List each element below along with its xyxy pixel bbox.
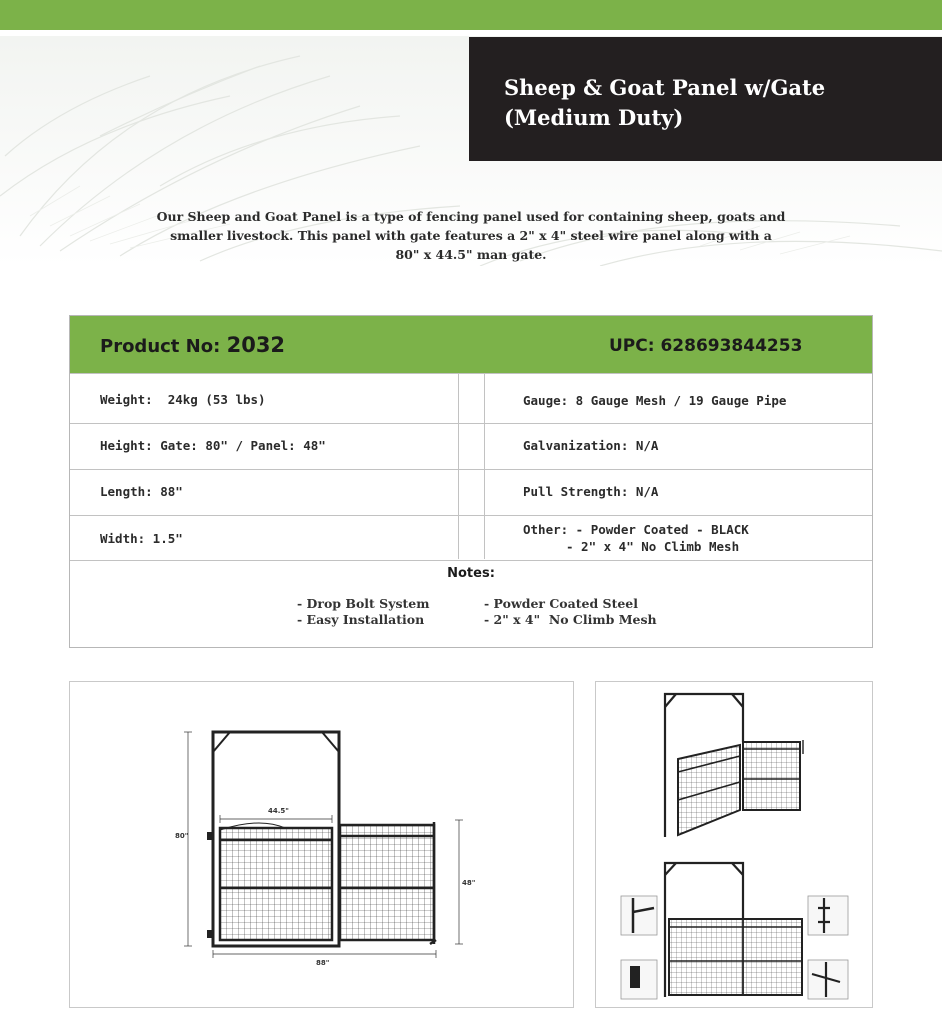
top-accent-bar — [0, 0, 942, 30]
column-divider — [484, 373, 485, 559]
description-line-3: 80" x 44.5" man gate. — [395, 247, 547, 262]
note-item: - Easy Installation — [297, 612, 425, 627]
product-views-diagram — [595, 681, 873, 1008]
spec-other-line-1: Other: - Powder Coated - BLACK — [523, 522, 749, 537]
note-item: - Powder Coated Steel — [484, 596, 638, 611]
product-number — [100, 333, 285, 357]
spec-pull-strength: Pull Strength: N/A — [523, 484, 659, 499]
product-title-line-1: Sheep & Goat Panel w/Gate — [504, 75, 826, 100]
row-divider — [70, 423, 872, 424]
spec-length: Length: 88" — [100, 484, 183, 499]
drop-bolt-detail-image — [621, 896, 657, 935]
product-number-label: Product No: — [100, 336, 221, 357]
total-length-dimension: 88" — [316, 959, 330, 967]
product-number-value: 2032 — [226, 333, 286, 357]
spec-gauge: Gauge: 8 Gauge Mesh / 19 Gauge Pipe — [523, 393, 787, 408]
row-divider — [70, 469, 872, 470]
gate-height-dimension: 80" — [175, 832, 189, 840]
dimension-diagram-drawing — [70, 682, 575, 1009]
spec-table — [69, 315, 873, 648]
panel-height-dimension: 48" — [462, 879, 476, 887]
note-item: - Drop Bolt System — [297, 596, 430, 611]
product-description — [120, 207, 822, 264]
spec-weight: Weight: 24kg (53 lbs) — [100, 392, 266, 407]
upc-code: UPC: 628693844253 — [609, 336, 803, 356]
spec-table-header — [70, 316, 872, 373]
row-divider — [70, 515, 872, 516]
spec-width: Width: 1.5" — [100, 531, 183, 546]
description-line-2: smaller livestock. This panel with gate features a 2" x 4" steel wire panel along with a — [170, 228, 772, 243]
note-item: - 2" x 4" No Climb Mesh — [484, 612, 657, 627]
gate-width-dimension: 44.5" — [268, 807, 289, 815]
spec-galvanization: Galvanization: N/A — [523, 438, 659, 453]
spec-height: Height: Gate: 80" / Panel: 48" — [100, 438, 326, 453]
description-line-1: Our Sheep and Goat Panel is a type of fencing panel used for containing sheep, goats and — [156, 209, 786, 224]
product-title-line-2: (Medium Duty) — [504, 105, 684, 130]
row-divider — [70, 560, 872, 561]
notes-title: Notes: — [447, 566, 495, 581]
dimension-diagram — [69, 681, 574, 1008]
hinge-detail-image — [808, 896, 848, 935]
column-divider — [458, 373, 459, 559]
spec-other-line-2: - 2" x 4" No Climb Mesh — [566, 539, 740, 554]
row-divider — [70, 373, 872, 374]
product-title-banner — [469, 37, 942, 161]
product-views-drawing — [596, 682, 874, 1009]
